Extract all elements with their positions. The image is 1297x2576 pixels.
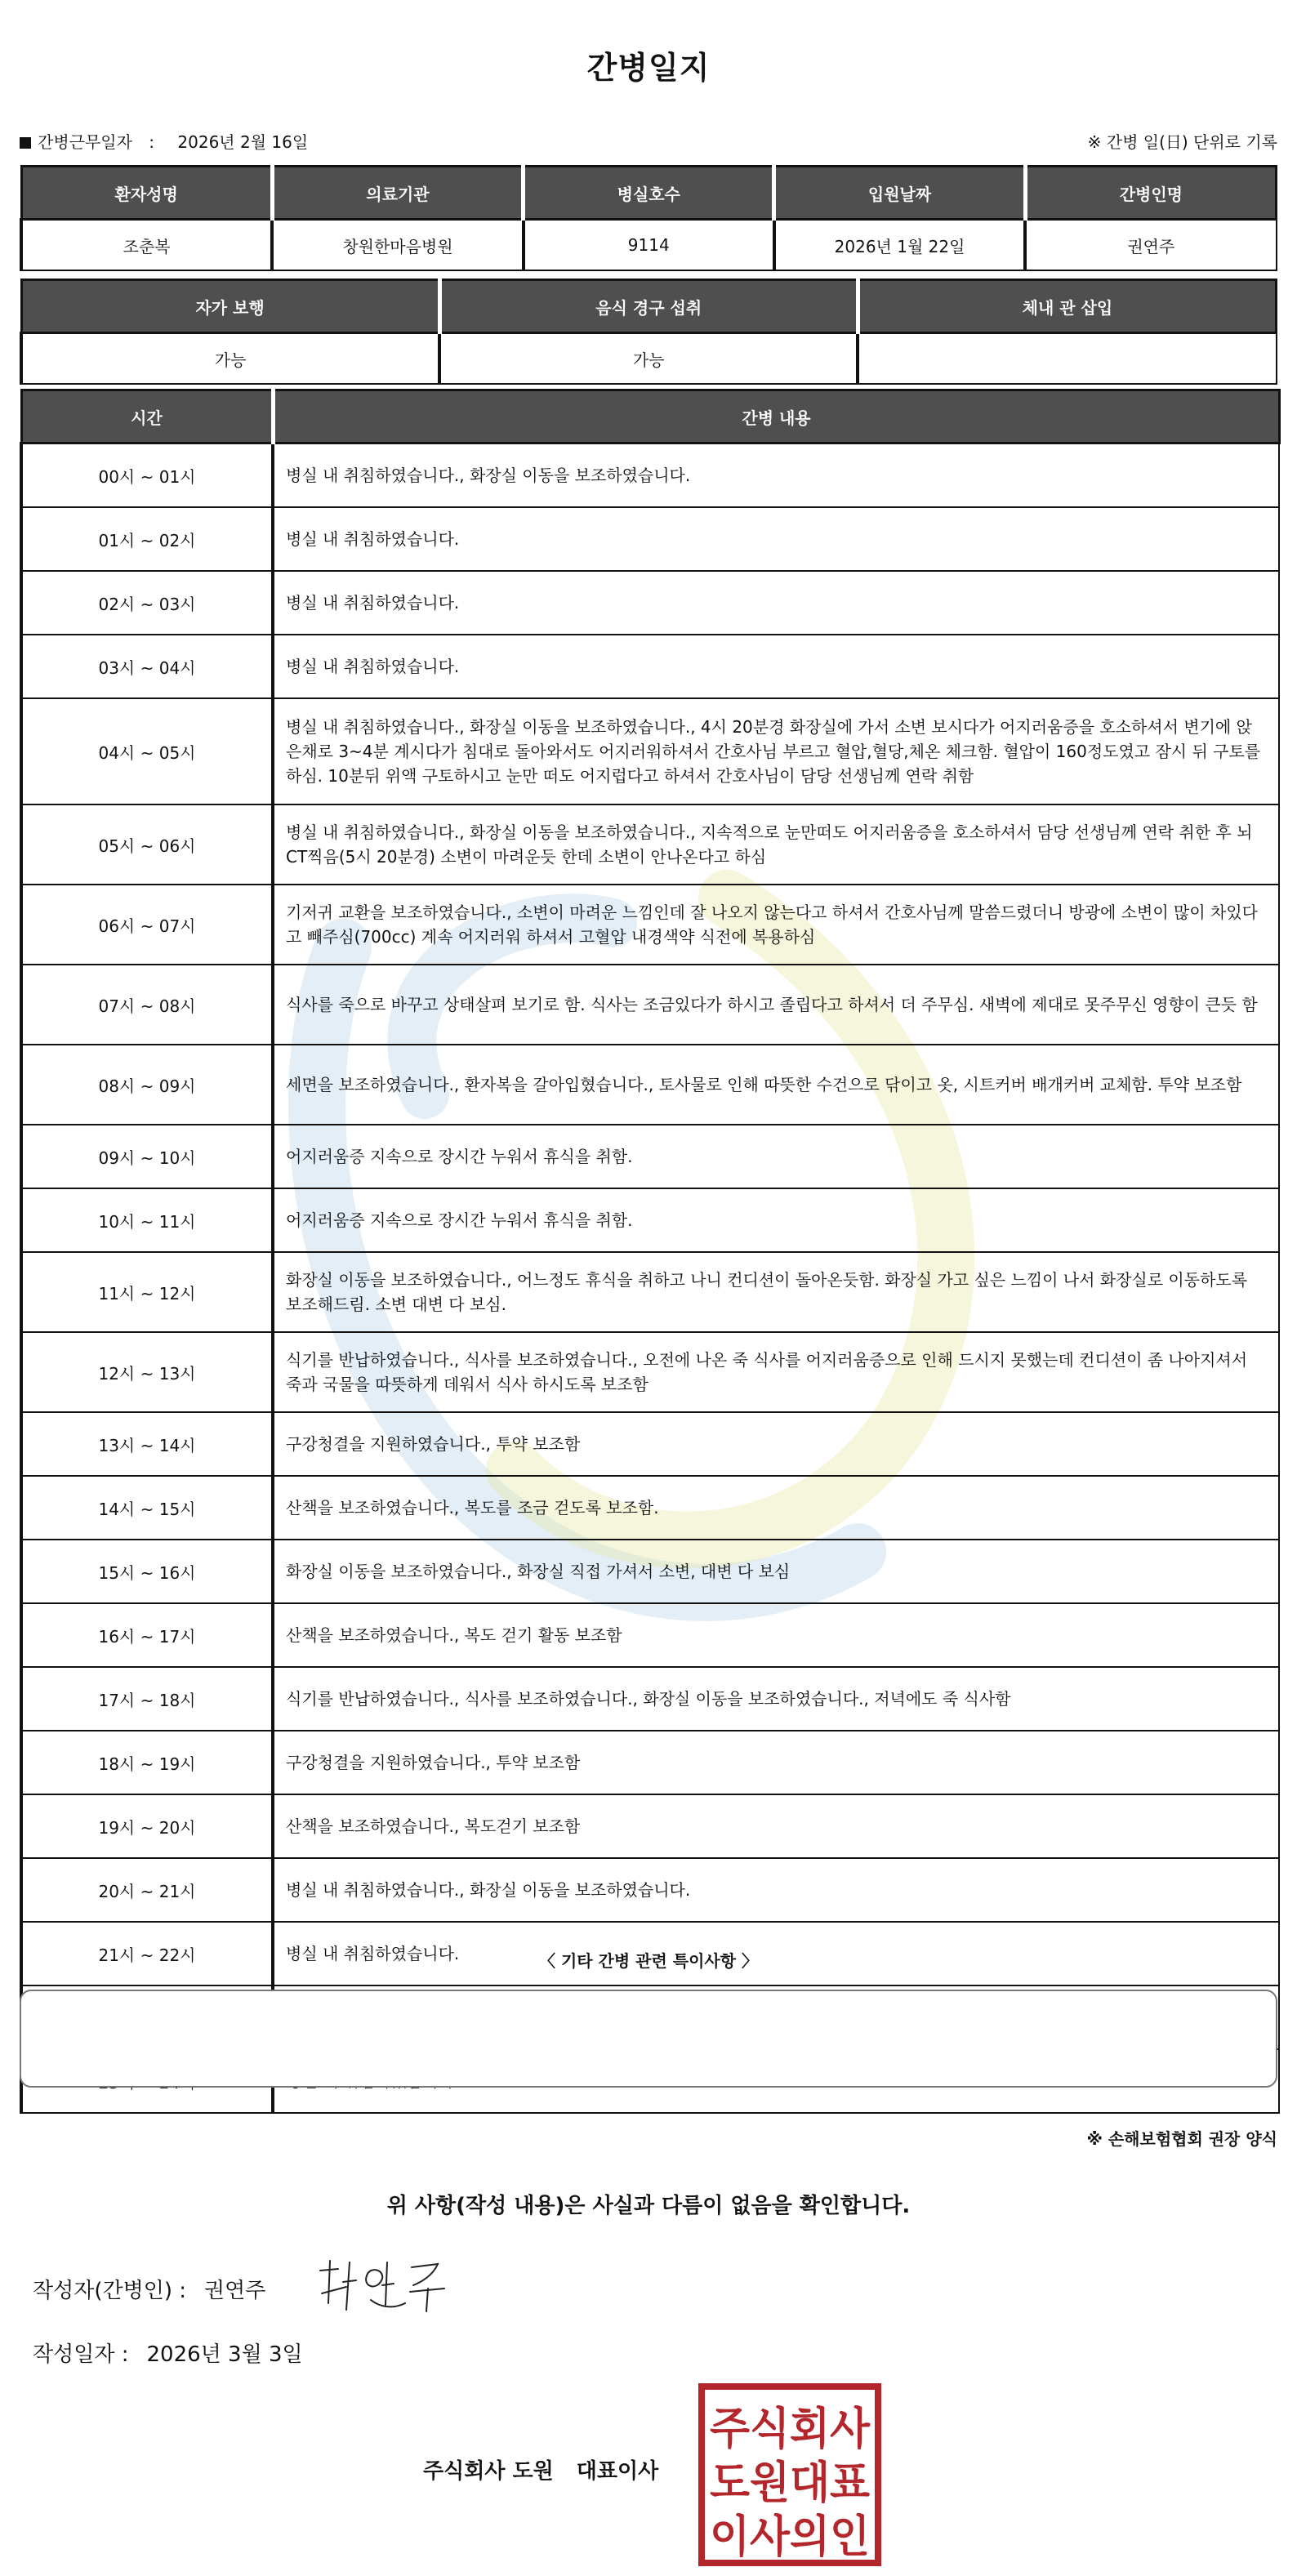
care-log-content: 병실 내 취침하였습니다., 화장실 이동을 보조하였습니다., 지속적으로 눈만떠도 어지러움증을 호소하셔서 담당 선생님께 연락 취한 후 뇌CT찍음(5시 20분경) 소변이 마려운듯 한데 소변이 안나온다고 하심 xyxy=(273,804,1279,885)
care-log-time: 07시 ~ 08시 xyxy=(21,965,273,1045)
care-log-row xyxy=(21,635,1279,698)
care-log-time: 06시 ~ 07시 xyxy=(21,885,273,965)
care-log-content: 어지러움증 지속으로 장시간 누워서 휴식을 취함. xyxy=(273,1125,1279,1188)
care-log-content: 병실 내 취침하였습니다. xyxy=(273,1922,1279,1985)
work-date-label: 간병근무일자 xyxy=(38,132,132,152)
work-date-separator: : xyxy=(149,132,155,152)
patient-status-header-row xyxy=(21,280,1277,333)
care-log-row xyxy=(21,1731,1279,1794)
care-log-row xyxy=(21,1252,1279,1332)
patient-status-table xyxy=(20,279,1277,385)
header-hospital: 의료기관 xyxy=(272,167,523,220)
care-log-row xyxy=(21,1476,1279,1540)
writer-label: 작성자(간병인) : xyxy=(33,2279,187,2303)
care-log-row xyxy=(21,965,1279,1045)
care-log-content: 화장실 이동을 보조하였습니다., 화장실 직접 가셔서 소변, 대변 다 보심 xyxy=(273,1540,1279,1603)
care-log-time: 19시 ~ 20시 xyxy=(21,1794,273,1858)
seal-line-3: 이사의인 xyxy=(710,2511,870,2562)
care-log-row xyxy=(21,1858,1279,1922)
work-date-line xyxy=(20,129,308,153)
care-log-row xyxy=(21,507,1279,571)
header-self-walking: 자가 보행 xyxy=(21,280,439,333)
patient-info-table xyxy=(20,165,1277,271)
care-log-content: 산책을 보조하였습니다., 복도를 조금 걷도록 보조함. xyxy=(273,1476,1279,1540)
care-log-time: 21시 ~ 22시 xyxy=(21,1922,273,1985)
care-log-row xyxy=(21,1667,1279,1731)
care-log-content: 식기를 반납하였습니다., 식사를 보조하였습니다., 오전에 나온 죽 식사를 어지러움증으로 인해 드시지 못했는데 컨디션이 좀 나아지셔서 죽과 국물을 따뜻하게 데워서 식사 하시도록 보조함 xyxy=(273,1332,1279,1412)
square-bullet-icon xyxy=(20,137,31,149)
care-log-row xyxy=(21,571,1279,635)
care-log-content: 산책을 보조하였습니다., 복도걷기 보조함 xyxy=(273,1794,1279,1858)
care-log-row xyxy=(21,1125,1279,1188)
header-patient-name: 환자성명 xyxy=(21,167,272,220)
admission-date: 2026년 1월 22일 xyxy=(774,220,1025,271)
header-time: 시간 xyxy=(21,390,273,443)
write-date-label: 작성일자 : xyxy=(33,2342,129,2367)
company-name: 주식회사 도원 xyxy=(423,2459,554,2484)
seal-line-2: 도원대표 xyxy=(710,2457,870,2508)
care-log-row xyxy=(21,804,1279,885)
tube-insertion-value xyxy=(858,333,1276,385)
care-log-content: 병실 내 취침하였습니다., 화장실 이동을 보조하였습니다., 4시 20분경 화장실에 가서 소변 보시다가 어지러움증을 호소하셔서 변기에 앉은채로 3~4분 계시다가 침대로 돌아와서도 어지러워하셔서 간호사님 부르고 혈압,혈당,체온 체크함. 혈압이 160정도였고 잠시 뒤 구토를 하심. 10분뒤 위액 구토하시고 눈만 떠도 어지럽다고 하셔서 간호사님이 담당 선생님께 연락 취함 xyxy=(273,698,1279,804)
patient-name: 조춘복 xyxy=(21,220,272,271)
care-log-content: 식기를 반납하였습니다., 식사를 보조하였습니다., 화장실 이동을 보조하였습니다., 저녁에도 죽 식사함 xyxy=(273,1667,1279,1731)
care-log-time: 08시 ~ 09시 xyxy=(21,1045,273,1125)
care-log-row xyxy=(21,1540,1279,1603)
room-number: 9114 xyxy=(524,220,774,271)
writer-line xyxy=(33,2274,265,2304)
patient-info-value-row xyxy=(21,220,1277,271)
write-date-value: 2026년 3월 3일 xyxy=(146,2342,303,2367)
header-caregiver-name: 간병인명 xyxy=(1025,167,1276,220)
care-log-time: 01시 ~ 02시 xyxy=(21,507,273,571)
care-log-time: 05시 ~ 06시 xyxy=(21,804,273,885)
ceo-label: 대표이사 xyxy=(576,2459,659,2484)
care-log-content: 세면을 보조하였습니다., 환자복을 갈아입혔습니다., 토사물로 인해 따뜻한 수건으로 닦이고 옷, 시트커버 배개커버 교체함. 투약 보조함 xyxy=(273,1045,1279,1125)
oral-intake-value: 가능 xyxy=(439,333,858,385)
work-date-value: 2026년 2월 16일 xyxy=(177,132,309,152)
special-notes-box xyxy=(20,1990,1277,2088)
care-log-content: 구강청결을 지원하였습니다., 투약 보조함 xyxy=(273,1731,1279,1794)
care-log-header-row xyxy=(21,390,1279,443)
care-log-time: 11시 ~ 12시 xyxy=(21,1252,273,1332)
care-log-time: 00시 ~ 01시 xyxy=(21,443,273,508)
care-log-row xyxy=(21,1332,1279,1412)
header-care-content: 간병 내용 xyxy=(273,390,1279,443)
care-log-time: 04시 ~ 05시 xyxy=(21,698,273,804)
care-log-row xyxy=(21,1045,1279,1125)
care-log-time: 12시 ~ 13시 xyxy=(21,1332,273,1412)
care-log-row xyxy=(21,698,1279,804)
care-log-time: 17시 ~ 18시 xyxy=(21,1667,273,1731)
patient-status-value-row xyxy=(21,333,1277,385)
confirmation-statement: 위 사항(작성 내용)은 사실과 다름이 없음을 확인합니다. xyxy=(386,2194,911,2218)
writer-name: 권연주 xyxy=(204,2279,266,2303)
care-log-row xyxy=(21,1603,1279,1667)
self-walking-value: 가능 xyxy=(21,333,439,385)
handwritten-signature xyxy=(314,2246,461,2320)
seal-line-1: 주식회사 xyxy=(710,2403,871,2454)
care-log-time: 02시 ~ 03시 xyxy=(21,571,273,635)
care-log-content: 식사를 죽으로 바꾸고 상태살펴 보기로 함. 식사는 조금있다가 하시고 졸립다고 하셔서 더 주무심. 새벽에 제대로 못주무신 영향이 큰듯 함 xyxy=(273,965,1279,1045)
care-log-time: 16시 ~ 17시 xyxy=(21,1603,273,1667)
header-admission-date: 입원날짜 xyxy=(774,167,1025,220)
care-log-content: 산책을 보조하였습니다., 복도 걷기 활동 보조함 xyxy=(273,1603,1279,1667)
care-log-row xyxy=(21,885,1279,965)
hospital-name: 창원한마음병원 xyxy=(272,220,523,271)
header-oral-intake: 음식 경구 섭취 xyxy=(439,280,858,333)
care-log-content: 병실 내 취침하였습니다. xyxy=(273,507,1279,571)
write-date-line xyxy=(33,2338,303,2368)
page-title: 간병일지 xyxy=(586,50,711,86)
company-line xyxy=(423,2454,658,2485)
special-notes-title: 〈 기타 간병 관련 특이사항 〉 xyxy=(538,1951,758,1971)
care-log-body xyxy=(21,443,1279,2114)
care-log-content: 병실 내 취침하였습니다. xyxy=(273,571,1279,635)
company-seal-stamp xyxy=(697,2382,883,2568)
care-log-time: 10시 ~ 11시 xyxy=(21,1188,273,1252)
care-log-content: 화장실 이동을 보조하였습니다., 어느정도 휴식을 취하고 나니 컨디션이 돌아온듯함. 화장실 가고 싶은 느낌이 나서 화장실로 이동하도록 보조해드림. 소변 대변 다 보심. xyxy=(273,1252,1279,1332)
care-log-content: 어지러움증 지속으로 장시간 누워서 휴식을 취함. xyxy=(273,1188,1279,1252)
care-log-table xyxy=(20,389,1281,2114)
care-log-row xyxy=(21,1794,1279,1858)
care-log-content: 병실 내 취침하였습니다. xyxy=(273,635,1279,698)
unit-note: ※ 간병 일(日) 단위로 기록 xyxy=(1087,132,1277,152)
care-log-time: 09시 ~ 10시 xyxy=(21,1125,273,1188)
care-log-time: 03시 ~ 04시 xyxy=(21,635,273,698)
association-note: ※ 손해보험협회 권장 양식 xyxy=(1086,2129,1277,2149)
care-log-time: 18시 ~ 19시 xyxy=(21,1731,273,1794)
caregiver-name: 권연주 xyxy=(1025,220,1276,271)
care-log-content: 구강청결을 지원하였습니다., 투약 보조함 xyxy=(273,1412,1279,1476)
care-log-row xyxy=(21,1188,1279,1252)
care-log-content: 병실 내 취침하였습니다., 화장실 이동을 보조하였습니다. xyxy=(273,443,1279,508)
care-log-row xyxy=(21,1412,1279,1476)
care-log-row xyxy=(21,443,1279,508)
care-log-time: 20시 ~ 21시 xyxy=(21,1858,273,1922)
care-log-time: 13시 ~ 14시 xyxy=(21,1412,273,1476)
patient-info-header-row xyxy=(21,167,1277,220)
care-log-time: 14시 ~ 15시 xyxy=(21,1476,273,1540)
care-log-content: 병실 내 취침하였습니다., 화장실 이동을 보조하였습니다. xyxy=(273,1858,1279,1922)
header-tube-insertion: 체내 관 삽입 xyxy=(858,280,1276,333)
care-log-content: 기저귀 교환을 보조하였습니다., 소변이 마려운 느낌인데 잘 나오지 않는다고 하셔서 간호사님께 말씀드렸더니 방광에 소변이 많이 차있다고 빼주심(700cc) 계속 어지러워 하셔서 고혈압 내경색약 식전에 복용하심 xyxy=(273,885,1279,965)
care-log-time: 15시 ~ 16시 xyxy=(21,1540,273,1603)
header-room-number: 병실호수 xyxy=(524,167,774,220)
